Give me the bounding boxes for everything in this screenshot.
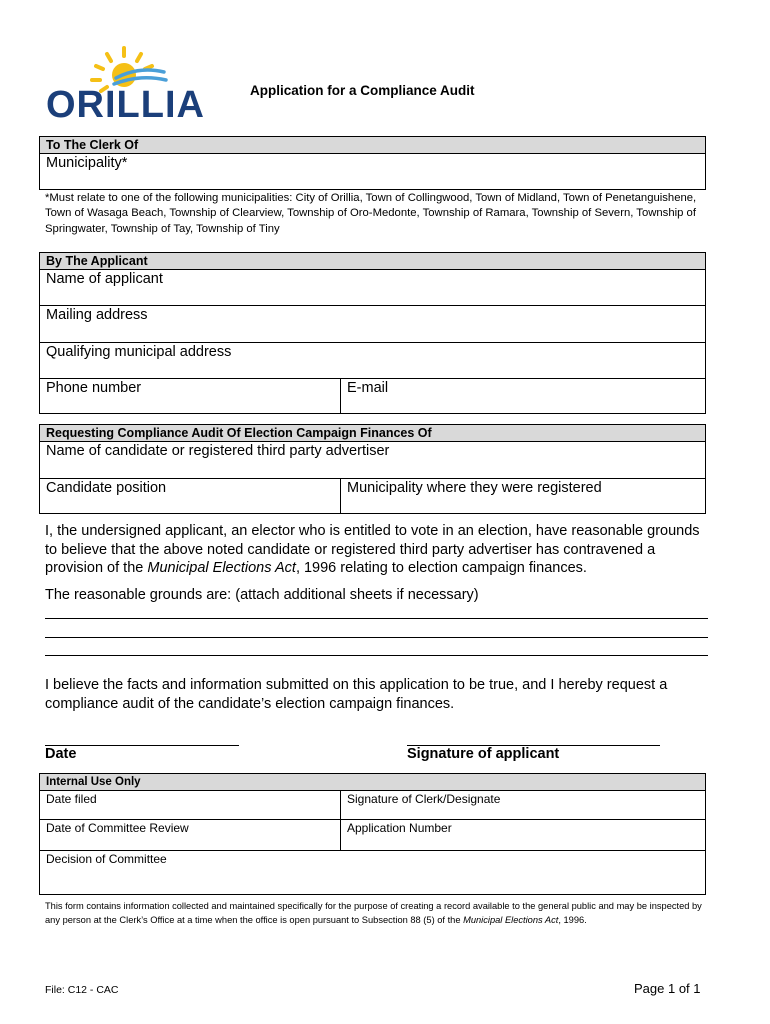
qualifying-address-label: Qualifying municipal address	[46, 344, 232, 360]
candidate-position-label: Candidate position	[46, 480, 167, 496]
internal-row	[40, 820, 705, 851]
municipality-field[interactable]	[40, 154, 705, 189]
phone-label: Phone number	[46, 380, 142, 396]
mailing-address-label: Mailing address	[46, 307, 148, 323]
page-number: Page 1 of 1	[634, 981, 701, 996]
date-filed-field[interactable]	[40, 791, 340, 819]
act-name: Municipal Elections Act	[147, 560, 296, 576]
registered-municipality-label: Municipality where they were registered	[347, 480, 602, 496]
section-header: Internal Use Only	[40, 774, 705, 791]
application-number-field[interactable]	[340, 820, 705, 850]
municipality-note: *Must relate to one of the following municipalities: City of Orillia, Town of Collingwood, Town of Midland, Town of Penetanguishene, Town of Wasaga Beach, Township of Clearview, Township of Oro-Medonte, Township of Ramara, Township of Severn, Township of Springwater, Township of Tay, Township of Tiny	[45, 192, 697, 235]
clerk-signature-label: Signature of Clerk/Designate	[347, 792, 501, 806]
grounds-line[interactable]	[45, 618, 708, 619]
file-number: File: C12 - CAC	[45, 984, 119, 996]
date-filed-label: Date filed	[46, 792, 97, 806]
registered-municipality-field[interactable]	[340, 479, 705, 513]
qualifying-address-field[interactable]	[40, 343, 705, 379]
candidate-name-field[interactable]	[40, 442, 705, 479]
clerk-section	[39, 136, 706, 190]
grounds-line[interactable]	[45, 655, 708, 656]
footnote-text: This form contains information collected and maintained specifically for the purpose of creating a record available to the general public and may be inspected by any person at the Clerk’s Office at a time when the office is open pursuant to Subsection 88 (5) of the	[45, 901, 702, 925]
applicant-signature-label: Signature of applicant	[407, 746, 560, 762]
applicant-name-field[interactable]	[40, 270, 705, 306]
date-label: Date	[45, 746, 77, 762]
applicant-name-label: Name of applicant	[46, 271, 163, 287]
mailing-address-field[interactable]	[40, 306, 705, 343]
footnote-text-end: , 1996.	[558, 915, 587, 925]
internal-row	[40, 791, 705, 820]
logo-wordmark: ORILLIA	[46, 84, 205, 126]
phone-field[interactable]	[40, 379, 340, 414]
audit-section	[39, 424, 706, 514]
internal-use-section	[39, 773, 706, 895]
candidate-name-label: Name of candidate or registered third party advertiser	[46, 443, 390, 459]
footnote-act-name: Municipal Elections Act	[463, 915, 559, 925]
application-number-label: Application Number	[347, 821, 452, 835]
applicant-section	[39, 252, 706, 414]
statement-text: I, the undersigned applicant, an elector who is entitled to vote in an election, have reasonable grounds to believe that the above noted candidate or registered third party advertiser has contravened a provision of the	[45, 523, 700, 576]
decision-field[interactable]	[40, 851, 705, 894]
page-title: Application for a Compliance Audit	[250, 83, 475, 98]
section-header: By The Applicant	[40, 253, 705, 270]
grounds-line[interactable]	[45, 637, 708, 638]
applicant-statement	[45, 522, 715, 578]
grounds-label: The reasonable grounds are: (attach additional sheets if necessary)	[45, 587, 479, 603]
clerk-signature-field[interactable]	[340, 791, 705, 819]
review-date-label: Date of Committee Review	[46, 821, 189, 835]
email-label: E-mail	[347, 380, 389, 396]
municipality-label: Municipality*	[46, 155, 128, 171]
statement-text-end: , 1996 relating to election campaign finances.	[295, 560, 587, 576]
candidate-row	[40, 479, 705, 513]
section-header: Requesting Compliance Audit Of Election Campaign Finances Of	[40, 425, 705, 442]
section-header: To The Clerk Of	[40, 137, 705, 154]
review-date-field[interactable]	[40, 820, 340, 850]
belief-statement: I believe the facts and information submitted on this application to be true, and I hereby request a compliance audit of the candidate’s election campaign finances.	[45, 677, 668, 712]
privacy-footnote	[45, 899, 710, 927]
contact-row	[40, 379, 705, 414]
candidate-position-field[interactable]	[40, 479, 340, 513]
email-field[interactable]	[340, 379, 705, 414]
decision-label: Decision of Committee	[46, 852, 167, 866]
